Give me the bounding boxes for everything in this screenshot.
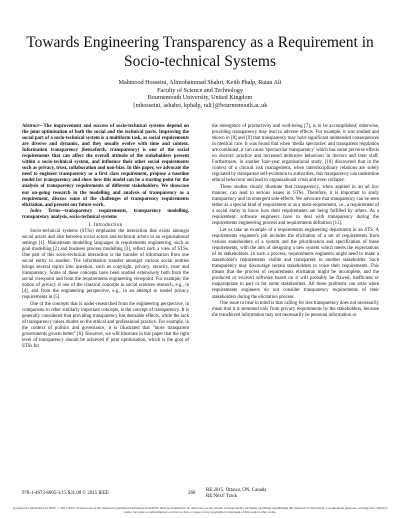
affiliation: Faculty of Science and Technology bbox=[157, 87, 243, 94]
section-heading-introduction: I. Introduction bbox=[88, 221, 123, 228]
footer-venue-line1: RE 2015, Ottawa, ON, Canada bbox=[206, 488, 267, 493]
footer-venue-line2: RE:Next! Track bbox=[206, 494, 238, 499]
author-names: Mahmood Hosseini, Alimohammad Shahri, Keith Phalp, Raian Ali bbox=[118, 80, 282, 86]
index-terms bbox=[22, 209, 189, 221]
abstract bbox=[22, 124, 189, 209]
paragraph: One of the concepts that is under-researched from the engineering perspective, in comparison to other similarly important concepts, is the concept of transparency. It is generally considered that providing transparency has desirable effects, while the lack of transparency raises doubts on the ethical and professional practice. For example, in the context of politics and governance, it is illustrated that "more transparent governments govern better" [6]. However, we will illustrate in this paper that the right level of transparency should be achieved if joint optimisation, which is the goal of STSs for bbox=[22, 301, 189, 350]
copyright-notice: Accepted for publication by IEEE. © 2015 IEEE. Personal use of this material is permitted. Permission from IEEE must be obtained for all other uses, in any current or future media, including reprinting/ republishing this material for advertising or promotional purposes, creating new collective works, for resale or redistribution to servers or lists, or reuse of any copyrighted component of this work in other works. bbox=[12, 506, 388, 514]
university: Bournemouth University, United Kingdom bbox=[147, 95, 253, 102]
index-terms-label: Index Terms— bbox=[30, 209, 65, 215]
abstract-label: Abstract— bbox=[22, 124, 44, 129]
paragraph: the emergence of productivity and well-being [7], is to be accomplished; otherwise, providing transparency may lead to adverse effects. For example, it was studied and shown in [8] and [9] that transparency may have significant unintended consequences in medical care. It was found that when 'media spectacles' and transparent regulation are combined, it can cause 'spectacular transparency' which has some perverse effects on doctors' practice and increased defensive behaviour in doctors and their staff. Furthermore, in another four-year organisational study, [10] discovered that in the context of a clinical risk management, when interdisciplinary relations are solely regulated by transparent self-evolution to authorities, this transparency can undermine ethical behaviour and lead to organisational crisis and even collapse. bbox=[212, 124, 379, 184]
author-block bbox=[20, 80, 380, 110]
footer-venue bbox=[206, 488, 266, 500]
footer-isbn: 978-1-4673-6905-3/15 $31.00 © 2015 IEEE bbox=[22, 491, 109, 496]
right-column bbox=[212, 124, 379, 319]
left-column bbox=[22, 124, 189, 350]
author-emails: {mhosseini, ashahri, kphalp, rali}@bournemouth.ac.uk bbox=[132, 102, 268, 109]
index-terms-text: transparency requirements, transparency modelling, transparency analysis, socio-technical systems bbox=[22, 209, 189, 221]
paragraph: One issue to bear in mind is that calling for less transparency does not necessarily mean that it is stemmed only from privacy requirements by the stakeholders, because the transferred information may not necessarily be personal information or bbox=[212, 301, 379, 319]
page-number: 268 bbox=[188, 491, 196, 496]
paragraph: These studies clearly illustrate that transparency, when applied in an ad hoc manner, can lead to serious issues in STSs. Therefore, it is important to study transparency and its emergent side-effects. We advocate that transparency can be seen either as a special kind of requirement or as a meta-requirement, i.e., a requirement of a social entity to know how their requirements are being fulfilled by others. As a requirement, software engineers have to deal with transparency during the requirements engineering process and requirements definition [11]. bbox=[212, 185, 379, 227]
paper-title: Towards Engineering Transparency as a Requirement in Socio-technical Systems bbox=[26, 34, 374, 70]
paragraph: Let us take an example of a requirements engineering department in an STS. A requirements engineer's job includes the elicitation of a set of requirements from various stakeholders of a system and the prioritisation and specification of these requirements, with the aim of designing a new system which meets the expectations of its stakeholders. In such a process, requirements engineers might need to make a stakeholder's requirements visible and transparent to another stakeholder. Such transparency may discourage certain stakeholders to voice their requirements. This means that the process of requirements elicitation might be incomplete, and the produced or evolved software based on it will probably be flawed, inefficient or inappropriate in part or for some stakeholders. All these problems can arise when requirements engineers do not consider transparency requirements of their stakeholders during the elicitation process. bbox=[212, 227, 379, 300]
abstract-text: The improvement and success of socio-technical systems depend on the joint optimisation of both the social and the technical parts. Improving the social part of a socio-technical system is a multiform task, as social requirements are diverse and dynamic, and they usually evolve with time and context. Information transparency (henceforth, transparency) is one of the social requirements that can affect the overall attitude of the stakeholders present within a socio-technical system, and influence their other social requirements such as privacy, trust, collaboration and non-bias. In this paper, we advocate the need to engineer transparency as a first class requirement, propose a baseline model for transparency and show how this model can be a starting point for the analysis of transparency requirements of different stakeholders. We showcase our on-going research in the modelling and analysis of transparency as a requirement, discuss some of the challenges of transparency requirements elicitation, and present our future work. bbox=[22, 124, 189, 208]
paragraph: Socio-technical systems (STSs) emphasise the interaction that exists amongst social actors and also between social actors and technical actors in an organisational settings [1]. Mainstream modelling languages in requirements engineering, such as goal modelling [2] and business process modelling [3], reflect such a view of STSs. One part of this socio-technical interaction is the transfer of information from one social entity to another. The information transfer amongst various social entities brings several topics into question, such as copyright, privacy, security, trust and transparency. Some of these concepts have been studied extensively both from the social viewpoint and from the requirements engineering viewpoint. For example, the notion of privacy is one of the classical concepts in social sciences research, e.g., in [4], and from the engineering perspective, e.g., in an attempt to model privacy requirements in [5]. bbox=[22, 228, 189, 301]
